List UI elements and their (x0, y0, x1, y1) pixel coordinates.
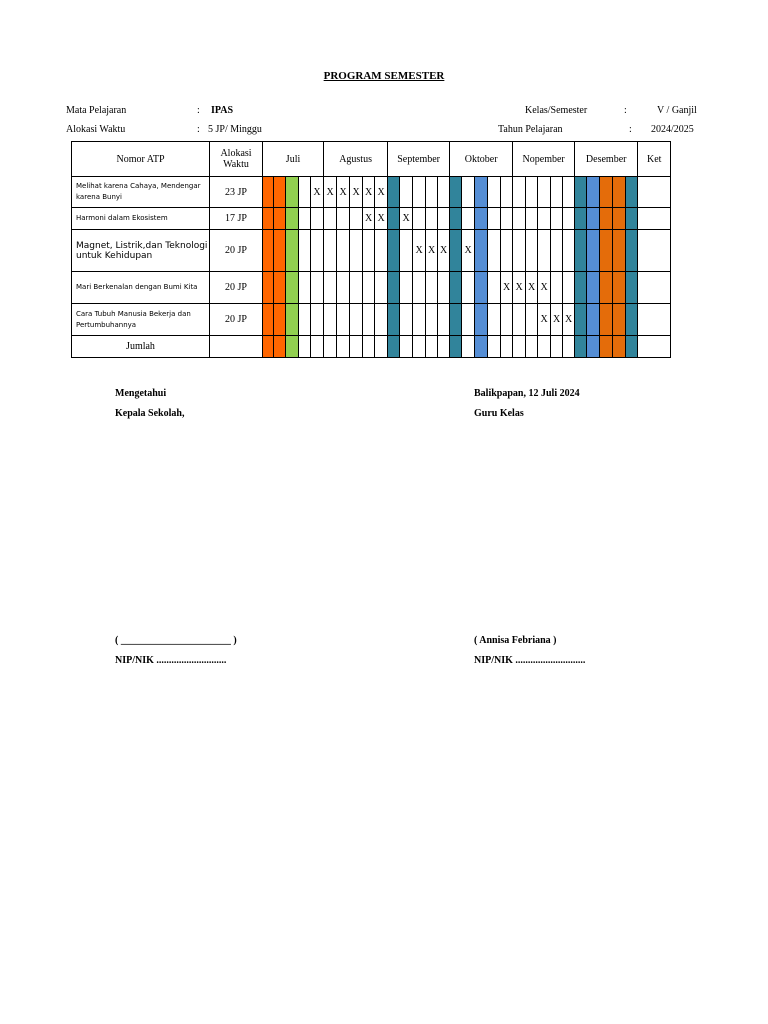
week-cell (350, 208, 363, 230)
week-cell (311, 230, 324, 272)
week-mark: X (413, 230, 426, 272)
mapel-colon: : (197, 105, 200, 116)
week-cell (363, 272, 375, 304)
week-cell (526, 230, 538, 272)
week-cell (626, 336, 638, 358)
week-cell (286, 304, 299, 336)
table-row (72, 230, 671, 272)
week-cell (413, 177, 426, 208)
week-cell (563, 208, 575, 230)
week-cell (538, 177, 551, 208)
week-cell (526, 208, 538, 230)
sign-left-line2: Kepala Sekolah, (115, 408, 185, 419)
week-cell (626, 304, 638, 336)
week-cell (350, 230, 363, 272)
header-month-juli: Juli (263, 142, 324, 177)
week-mark: X (513, 272, 526, 304)
week-cell (311, 208, 324, 230)
week-cell (263, 208, 274, 230)
week-cell (299, 336, 311, 358)
week-cell (400, 230, 413, 272)
week-cell (538, 336, 551, 358)
week-cell (575, 208, 587, 230)
week-cell (450, 336, 462, 358)
week-cell (587, 272, 600, 304)
week-cell (400, 336, 413, 358)
week-cell (488, 272, 501, 304)
week-cell (337, 304, 350, 336)
week-cell (450, 208, 462, 230)
week-cell (575, 336, 587, 358)
table-row (72, 304, 671, 336)
week-cell (551, 230, 563, 272)
alokasi-colon: : (197, 124, 200, 135)
week-cell (350, 336, 363, 358)
alokasi-cell: 20 JP (210, 304, 263, 336)
week-mark: X (363, 177, 375, 208)
week-cell (438, 336, 450, 358)
header-month-oktober: Oktober (450, 142, 513, 177)
week-cell (488, 230, 501, 272)
week-cell (626, 208, 638, 230)
alokasi-cell: 20 JP (210, 230, 263, 272)
week-cell (551, 336, 563, 358)
ket-cell (638, 272, 671, 304)
atp-cell: Cara Tubuh Manusia Bekerja dan Pertumbuhannya (72, 304, 210, 336)
kelas-colon: : (624, 105, 627, 116)
page-title: PROGRAM SEMESTER (323, 70, 445, 82)
sign-right-line1: Balikpapan, 12 Juli 2024 (474, 388, 580, 399)
week-mark: X (501, 272, 513, 304)
week-cell (375, 336, 388, 358)
week-cell (413, 208, 426, 230)
header-ket: Ket (638, 142, 671, 177)
week-cell (400, 272, 413, 304)
header-alokasi: Alokasi Waktu (210, 142, 263, 177)
week-cell (263, 272, 274, 304)
week-cell (551, 208, 563, 230)
jumlah-row (72, 336, 671, 358)
ket-cell (638, 177, 671, 208)
week-mark: X (375, 177, 388, 208)
week-mark: X (538, 304, 551, 336)
week-cell (575, 272, 587, 304)
week-cell (513, 177, 526, 208)
jumlah-total-cell (210, 336, 263, 358)
week-cell (575, 177, 587, 208)
week-cell (513, 230, 526, 272)
week-cell (626, 272, 638, 304)
week-cell (538, 230, 551, 272)
week-cell (324, 304, 337, 336)
week-cell (286, 230, 299, 272)
week-mark: X (324, 177, 337, 208)
week-cell (613, 208, 626, 230)
week-cell (563, 272, 575, 304)
week-mark: X (563, 304, 575, 336)
sign-right-nip: NIP/NIK ............................ (474, 655, 586, 666)
ket-cell (638, 230, 671, 272)
week-cell (363, 336, 375, 358)
week-cell (462, 272, 475, 304)
week-cell (286, 208, 299, 230)
week-cell (475, 230, 488, 272)
week-cell (462, 304, 475, 336)
week-cell (488, 336, 501, 358)
ket-cell (638, 304, 671, 336)
week-cell (501, 336, 513, 358)
header-atp: Nomor ATP (72, 142, 210, 177)
week-cell (462, 177, 475, 208)
header-month-nopember: Nopember (513, 142, 575, 177)
jumlah-label: Jumlah (72, 336, 210, 358)
week-cell (299, 272, 311, 304)
week-cell (388, 336, 400, 358)
tahun-value: 2024/2025 (651, 124, 694, 135)
week-cell (526, 336, 538, 358)
week-cell (475, 304, 488, 336)
week-cell (526, 177, 538, 208)
week-cell (626, 230, 638, 272)
week-cell (462, 336, 475, 358)
week-cell (538, 208, 551, 230)
week-cell (274, 177, 286, 208)
week-cell (400, 304, 413, 336)
week-cell (501, 208, 513, 230)
week-cell (526, 304, 538, 336)
week-cell (299, 304, 311, 336)
table-row (72, 208, 671, 230)
tahun-colon: : (629, 124, 632, 135)
alokasi-value: 5 JP/ Minggu (208, 124, 262, 135)
week-mark: X (363, 208, 375, 230)
week-cell (311, 336, 324, 358)
schedule-table (71, 141, 671, 358)
week-cell (324, 208, 337, 230)
week-cell (274, 304, 286, 336)
week-cell (513, 304, 526, 336)
week-cell (587, 177, 600, 208)
week-mark: X (462, 230, 475, 272)
week-cell (488, 304, 501, 336)
week-cell (488, 208, 501, 230)
kelas-label: Kelas/Semester (525, 105, 588, 116)
week-cell (613, 304, 626, 336)
week-cell (462, 208, 475, 230)
week-cell (375, 304, 388, 336)
atp-cell: Magnet, Listrik,dan Teknologi untuk Kehidupan (72, 230, 210, 272)
week-cell (363, 230, 375, 272)
ket-cell (638, 208, 671, 230)
week-cell (337, 230, 350, 272)
week-cell (426, 208, 438, 230)
week-mark: X (538, 272, 551, 304)
week-mark: X (400, 208, 413, 230)
week-cell (513, 336, 526, 358)
week-mark: X (426, 230, 438, 272)
week-cell (587, 230, 600, 272)
week-cell (299, 230, 311, 272)
week-cell (450, 230, 462, 272)
week-cell (299, 208, 311, 230)
week-cell (324, 230, 337, 272)
week-cell (286, 177, 299, 208)
week-cell (587, 208, 600, 230)
header-month-desember: Desember (575, 142, 638, 177)
alokasi-cell: 17 JP (210, 208, 263, 230)
week-cell (263, 336, 274, 358)
week-cell (438, 304, 450, 336)
week-cell (563, 230, 575, 272)
week-cell (563, 336, 575, 358)
sign-left-line1: Mengetahui (115, 388, 167, 399)
week-cell (311, 272, 324, 304)
week-cell (337, 272, 350, 304)
week-cell (388, 304, 400, 336)
week-cell (438, 272, 450, 304)
sign-right-line2: Guru Kelas (474, 408, 524, 419)
week-cell (587, 336, 600, 358)
tahun-label: Tahun Pelajaran (498, 124, 563, 135)
week-cell (413, 336, 426, 358)
alokasi-cell: 20 JP (210, 272, 263, 304)
week-mark: X (375, 208, 388, 230)
week-cell (551, 272, 563, 304)
sign-left-name: ( ______________________ ) (115, 635, 237, 646)
week-cell (363, 304, 375, 336)
week-cell (450, 304, 462, 336)
week-cell (587, 304, 600, 336)
kelas-value: V / Ganjil (657, 105, 697, 116)
week-cell (600, 177, 613, 208)
week-cell (501, 304, 513, 336)
week-cell (274, 230, 286, 272)
week-cell (263, 230, 274, 272)
atp-cell: Mari Berkenalan dengan Bumi Kita (72, 272, 210, 304)
week-cell (575, 230, 587, 272)
week-mark: X (526, 272, 538, 304)
week-cell (337, 336, 350, 358)
week-cell (488, 177, 501, 208)
week-cell (324, 272, 337, 304)
week-cell (575, 304, 587, 336)
week-cell (450, 177, 462, 208)
atp-cell: Melihat karena Cahaya, Mendengar karena Bunyi (72, 177, 210, 208)
week-cell (475, 336, 488, 358)
header-month-september: September (388, 142, 450, 177)
week-cell (337, 208, 350, 230)
week-cell (350, 304, 363, 336)
week-cell (426, 272, 438, 304)
week-cell (513, 208, 526, 230)
week-cell (274, 208, 286, 230)
week-cell (263, 304, 274, 336)
week-cell (286, 272, 299, 304)
week-cell (475, 177, 488, 208)
week-cell (600, 230, 613, 272)
week-cell (438, 208, 450, 230)
alokasi-cell: 23 JP (210, 177, 263, 208)
week-cell (426, 304, 438, 336)
table-row (72, 272, 671, 304)
week-cell (263, 177, 274, 208)
header-row (72, 142, 671, 177)
alokasi-label: Alokasi Waktu (66, 124, 126, 135)
week-cell (413, 272, 426, 304)
week-cell (613, 230, 626, 272)
week-cell (551, 177, 563, 208)
week-cell (388, 230, 400, 272)
header-month-agustus: Agustus (324, 142, 388, 177)
week-cell (613, 272, 626, 304)
week-cell (375, 230, 388, 272)
week-cell (388, 208, 400, 230)
atp-cell: Harmoni dalam Ekosistem (72, 208, 210, 230)
week-cell (600, 208, 613, 230)
week-cell (274, 272, 286, 304)
mapel-label: Mata Pelajaran (66, 105, 127, 116)
week-mark: X (350, 177, 363, 208)
week-cell (286, 336, 299, 358)
week-cell (475, 272, 488, 304)
week-cell (600, 272, 613, 304)
week-mark: X (438, 230, 450, 272)
week-cell (600, 336, 613, 358)
week-cell (450, 272, 462, 304)
week-cell (600, 304, 613, 336)
week-cell (626, 177, 638, 208)
week-cell (324, 336, 337, 358)
week-cell (299, 177, 311, 208)
week-cell (350, 272, 363, 304)
week-cell (375, 272, 388, 304)
week-cell (613, 177, 626, 208)
week-mark: X (311, 177, 324, 208)
week-cell (613, 336, 626, 358)
week-cell (426, 177, 438, 208)
week-cell (563, 177, 575, 208)
week-cell (388, 177, 400, 208)
week-cell (274, 336, 286, 358)
week-cell (501, 177, 513, 208)
week-cell (475, 208, 488, 230)
ket-cell (638, 336, 671, 358)
mapel-value: IPAS (211, 105, 234, 116)
sign-right-name: ( Annisa Febriana ) (474, 635, 557, 646)
week-cell (426, 336, 438, 358)
table-row (72, 177, 671, 208)
week-cell (413, 304, 426, 336)
sign-left-nip: NIP/NIK ............................ (115, 655, 227, 666)
week-cell (501, 230, 513, 272)
week-mark: X (551, 304, 563, 336)
week-mark: X (337, 177, 350, 208)
week-cell (388, 272, 400, 304)
week-cell (438, 177, 450, 208)
week-cell (400, 177, 413, 208)
week-cell (311, 304, 324, 336)
